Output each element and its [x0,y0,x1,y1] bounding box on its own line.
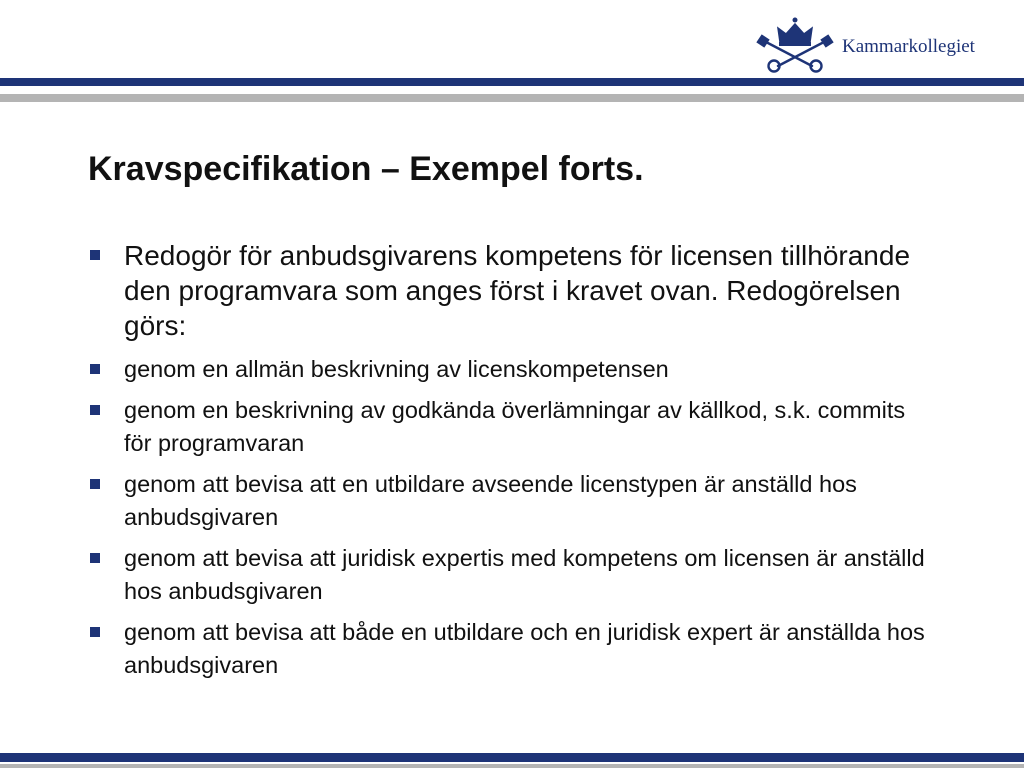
logo-text: Kammarkollegiet [842,36,975,57]
bullet-item-text: genom att bevisa att juridisk expertis med kompetens om licensen är anställd hos anbudsgivaren [124,545,925,604]
header-band-blue [0,78,1024,86]
square-bullet-icon [90,479,100,489]
header-band-gray [0,94,1024,102]
bullet-intro [86,238,936,343]
square-bullet-icon [90,364,100,374]
bullet-item [86,542,936,608]
bullet-item-text: genom en allmän beskrivning av licenskompetensen [124,356,669,382]
bullet-item-text: genom en beskrivning av godkända överlämningar av källkod, s.k. commits för programvaran [124,397,906,456]
bullet-item-text: genom att bevisa att både en utbildare och en juridisk expert är anställda hos anbudsgivaren [124,619,925,678]
bullet-list [86,238,936,690]
square-bullet-icon [90,627,100,637]
bullet-item [86,468,936,534]
crown-crossed-keys-icon [752,12,838,74]
header-logo [752,12,1024,74]
slide-title: Kravspecifikation – Exempel forts. [88,150,644,188]
bullet-item [86,394,936,460]
bullet-item [86,616,936,682]
footer-band-gray [0,764,1024,768]
square-bullet-icon [90,405,100,415]
bullet-intro-text: Redogör för anbudsgivarens kompetens för licensen tillhörande den programvara som anges först i kravet ovan. Redogörelsen görs: [124,240,911,341]
square-bullet-icon [90,553,100,563]
footer-band-blue [0,753,1024,762]
bullet-item [86,353,936,386]
bullet-item-text: genom att bevisa att en utbildare avseende licenstypen är anställd hos anbudsgivaren [124,471,857,530]
square-bullet-icon [90,250,100,260]
